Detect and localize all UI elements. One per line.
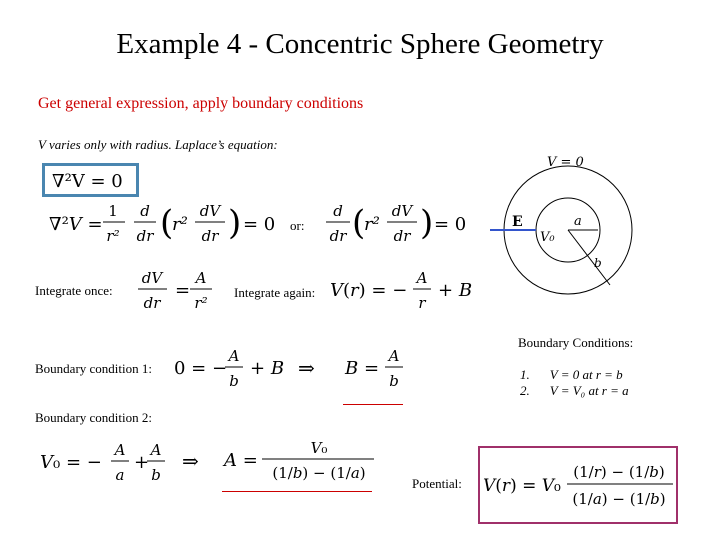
svg-text:0 = −: 0 = −	[174, 358, 228, 379]
svg-text:b: b	[151, 466, 161, 484]
svg-text:A: A	[228, 347, 240, 365]
implies-arrow-icon-2	[180, 451, 210, 473]
or-label: or:	[290, 218, 305, 233]
outer-radius-line	[568, 230, 610, 285]
laplace-equation-short	[48, 166, 138, 194]
svg-text:dV: dV	[199, 202, 221, 220]
intro-text: V varies only with radius. Laplace’s equation:	[38, 137, 278, 152]
svg-text:(1/b) − (1/a): (1/b) − (1/a)	[272, 464, 366, 482]
page-title: Example 4 - Concentric Sphere Geometry	[116, 28, 604, 60]
bc1-equation	[172, 343, 292, 393]
potential-equation	[481, 458, 676, 514]
boundary-list-item: 1. V = 0 at r = b	[520, 367, 623, 382]
svg-text:=: =	[175, 280, 191, 301]
bc2-result-underline	[222, 491, 372, 492]
bc1-label: Boundary condition 1:	[35, 361, 152, 376]
bc2-result	[222, 435, 382, 487]
svg-text:b: b	[389, 372, 399, 390]
svg-text:r: r	[418, 294, 426, 312]
svg-text:+: +	[134, 452, 150, 473]
laplace-equation-alt	[320, 198, 470, 250]
laplace-equation-expanded	[45, 198, 280, 250]
svg-text:A: A	[388, 347, 400, 365]
implies-arrow-icon	[296, 358, 326, 380]
bc1-result-underline	[343, 404, 403, 405]
outer-potential-label: V = 0	[547, 155, 584, 170]
svg-text:d: d	[140, 202, 150, 220]
svg-text:dr: dr	[143, 294, 161, 312]
svg-text:A: A	[195, 269, 207, 287]
svg-text:r²: r²	[194, 294, 208, 312]
svg-text:dV: dV	[141, 269, 163, 287]
svg-text:A: A	[150, 441, 162, 459]
outer-radius-label: b	[594, 256, 602, 270]
integrate-again-equation	[328, 265, 473, 315]
svg-text:+ B: + B	[438, 280, 473, 301]
svg-text:A: A	[416, 269, 428, 287]
svg-text:1: 1	[108, 202, 118, 220]
field-label: E	[512, 214, 523, 230]
bc2-equation	[38, 437, 168, 487]
inner-potential-label: V₀	[540, 230, 555, 245]
boundary-panel-title: Boundary Conditions:	[518, 335, 634, 350]
bc1-result	[343, 343, 408, 393]
svg-text:dr: dr	[201, 227, 219, 245]
svg-text:A =: A =	[224, 450, 258, 471]
svg-text:V(r) = V₀: V(r) = V₀	[483, 476, 561, 496]
svg-text:a: a	[115, 466, 125, 484]
svg-text:V₀: V₀	[310, 439, 328, 457]
subtitle: Get general expression, apply boundary conditions	[38, 95, 364, 112]
svg-text:): )	[228, 203, 242, 243]
svg-text:+ B: + B	[250, 358, 285, 379]
svg-text:A: A	[114, 441, 126, 459]
svg-text:dr: dr	[329, 227, 347, 245]
svg-text:dV: dV	[391, 202, 413, 220]
svg-text:dr: dr	[136, 227, 154, 245]
svg-text:r²: r²	[106, 227, 120, 245]
svg-text:(: (	[160, 203, 174, 243]
inner-radius-label: a	[574, 214, 582, 229]
svg-text:(: (	[352, 203, 366, 243]
boundary-list-item: 2. V = V₀ at r = a	[520, 383, 629, 398]
svg-text:= 0: = 0	[243, 214, 276, 235]
svg-text:): )	[420, 203, 434, 243]
svg-text:⇒: ⇒	[182, 451, 199, 473]
svg-text:(1/r) − (1/b): (1/r) − (1/b)	[573, 463, 665, 481]
svg-text:∇²V =: ∇²V =	[49, 214, 103, 235]
svg-text:(1/a) − (1/b): (1/a) − (1/b)	[572, 490, 666, 508]
integrate-again-label: Integrate again:	[234, 285, 316, 300]
concentric-sphere-diagram	[490, 150, 715, 330]
svg-text:dr: dr	[393, 227, 411, 245]
svg-text:d: d	[333, 202, 343, 220]
integrate-once-label: Integrate once:	[35, 283, 113, 298]
svg-text:b: b	[229, 372, 239, 390]
svg-text:= 0: = 0	[434, 214, 467, 235]
svg-text:r²: r²	[172, 214, 188, 235]
svg-text:r²: r²	[364, 214, 380, 235]
potential-label: Potential:	[412, 476, 462, 491]
svg-text:B =: B =	[345, 358, 380, 379]
svg-text:V(r) = −: V(r) = −	[330, 280, 408, 301]
svg-text:V₀ = −: V₀ = −	[40, 452, 102, 473]
svg-text:∇²V = 0: ∇²V = 0	[52, 171, 123, 192]
bc2-label: Boundary condition 2:	[35, 410, 152, 425]
svg-text:⇒: ⇒	[298, 358, 315, 380]
integrate-once-equation	[135, 265, 220, 315]
